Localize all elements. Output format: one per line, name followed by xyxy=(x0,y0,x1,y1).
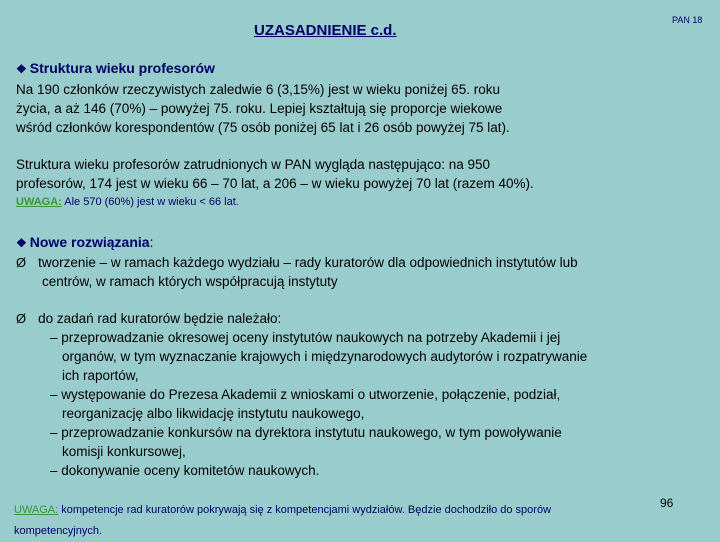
item1-line: tworzenie – w ramach każdego wydziału – rady kuratorów dla odpowiednich instytutów lub xyxy=(38,255,578,270)
section1-line: życia, a aż 146 (70%) – powyżej 75. roku. Lepiej kształtują się proporcje wiekowe xyxy=(16,101,503,116)
section1-line: wśród członków korespondentów (75 osób poniżej 65 lat i 26 osób powyżej 75 lat). xyxy=(16,120,510,135)
arrow-bullet-icon: Ø xyxy=(16,311,27,326)
page-number: 96 xyxy=(660,496,674,510)
section2-uwaga xyxy=(16,196,239,208)
section3-heading-row xyxy=(16,234,153,250)
footer-text: kompetencje rad kuratorów pokrywają się z kompetencjami wydziałów. Będzie dochodziło do sporów xyxy=(58,504,552,516)
uwaga-text: Ale 570 (60%) jest w wieku < 66 lat. xyxy=(61,196,239,208)
item2-line: reorganizację albo likwidację instytutu naukowego, xyxy=(62,406,365,421)
section2-paragraph xyxy=(16,155,534,193)
item1-line: centrów, w ramach których współpracują instytuty xyxy=(42,274,338,289)
section3-item2 xyxy=(16,309,587,480)
section3-item1 xyxy=(16,253,578,291)
arrow-bullet-icon: Ø xyxy=(16,255,27,270)
section1-line: Na 190 członków rzeczywistych zaledwie 6 (3,15%) jest w wieku poniżej 65. roku xyxy=(16,82,500,97)
item2-line: komisji konkursowej, xyxy=(62,444,186,459)
item2-line: organów, w tym wyznaczanie krajowych i międzynarodowych audytorów i rozpatrywanie xyxy=(62,349,588,364)
section3-heading-colon: : xyxy=(149,234,154,250)
item2-line: – przeprowadzanie konkursów na dyrektora instytutu naukowego, w tym powoływanie xyxy=(50,425,562,440)
section1-heading: Struktura wieku profesorów xyxy=(29,60,215,76)
item2-intro: do zadań rad kuratorów będzie należało: xyxy=(38,311,282,326)
slide-title: UZASADNIENIE c.d. xyxy=(254,22,397,39)
footer-note xyxy=(14,500,714,542)
diamond-bullet-icon: ❖ xyxy=(16,62,27,76)
footer-text-continued: kompetencyjnych. xyxy=(14,525,103,537)
item2-line: – występowanie do Prezesa Akademii z wnioskami o utworzenie, połączenie, podział, xyxy=(50,387,561,402)
item2-line: – dokonywanie oceny komitetów naukowych. xyxy=(50,463,320,478)
item2-line: ich raportów, xyxy=(62,368,139,383)
section3-heading: Nowe rozwiązania xyxy=(29,234,150,250)
uwaga-label: UWAGA: xyxy=(16,196,62,208)
section2-line: Struktura wieku profesorów zatrudnionych w PAN wygląda następująco: na 950 xyxy=(16,157,491,172)
diamond-bullet-icon: ❖ xyxy=(16,236,27,250)
section1-paragraph xyxy=(16,80,510,137)
page-tag: PAN 18 xyxy=(672,15,703,25)
item2-line: – przeprowadzanie okresowej oceny instytutów naukowych na potrzeby Akademii i jej xyxy=(50,330,561,345)
section2-line: profesorów, 174 jest w wieku 66 – 70 lat, a 206 – w wieku powyżej 70 lat (razem 40%). xyxy=(16,176,534,191)
footer-uwaga-label: UWAGA: xyxy=(14,504,59,516)
section1-heading-row xyxy=(16,60,215,76)
